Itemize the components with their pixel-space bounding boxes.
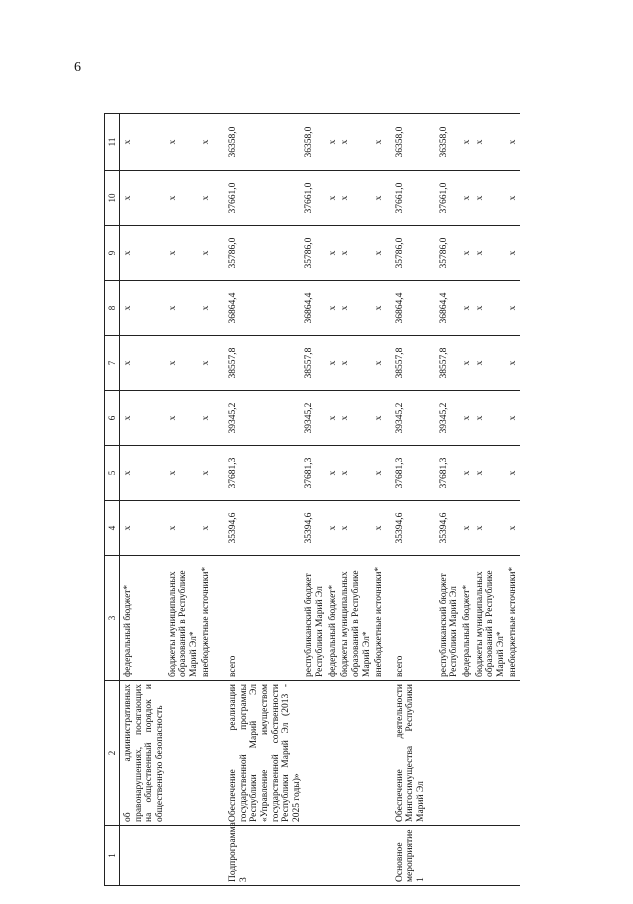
value-cell: x xyxy=(461,114,474,171)
value-cell: 37681,3 xyxy=(303,446,326,501)
program-name-cell xyxy=(303,681,326,826)
column-header-9: 9 xyxy=(105,226,120,281)
program-name-cell xyxy=(327,681,340,826)
value-cell: x xyxy=(200,114,227,171)
value-cell: x xyxy=(120,226,167,281)
program-name-cell xyxy=(461,681,474,826)
value-cell: 35786,0 xyxy=(394,226,438,281)
program-name-cell: Обеспечение реализации государственной программы Республики Марий Эл «Управление имуществом государственной собственности Республики Марий Эл (2013 - 2025 годы)» xyxy=(227,681,303,826)
value-cell: x xyxy=(474,114,508,171)
value-cell: x xyxy=(507,446,520,501)
value-cell: x xyxy=(507,281,520,336)
table-row xyxy=(461,114,474,886)
value-cell: x xyxy=(200,281,227,336)
value-cell: x xyxy=(167,391,201,446)
table-row xyxy=(438,114,461,886)
value-cell: x xyxy=(120,281,167,336)
value-cell: 38557,8 xyxy=(303,336,326,391)
value-cell: x xyxy=(120,446,167,501)
value-cell: x xyxy=(120,336,167,391)
value-cell: x xyxy=(461,281,474,336)
value-cell: 37661,0 xyxy=(227,171,303,226)
value-cell: x xyxy=(327,336,340,391)
value-cell: 39345,2 xyxy=(394,391,438,446)
value-cell: x xyxy=(373,226,394,281)
value-cell: x xyxy=(200,446,227,501)
budget-table xyxy=(104,113,520,886)
program-code-cell xyxy=(373,826,394,886)
value-cell: x xyxy=(507,226,520,281)
column-header-3: 3 xyxy=(105,556,120,681)
value-cell: x xyxy=(339,391,373,446)
value-cell: 36864,4 xyxy=(303,281,326,336)
value-cell: 37661,0 xyxy=(394,171,438,226)
table-row xyxy=(120,114,167,886)
value-cell: x xyxy=(474,171,508,226)
value-cell: x xyxy=(167,226,201,281)
funding-source-cell: бюджеты муниципальных образований в Республике Марий Эл* xyxy=(167,556,201,681)
funding-source-cell: внебюджетные источники* xyxy=(507,556,520,681)
value-cell: x xyxy=(120,391,167,446)
funding-source-cell: всего xyxy=(227,556,303,681)
program-name-cell xyxy=(507,681,520,826)
column-header-11: 11 xyxy=(105,114,120,171)
value-cell: x xyxy=(200,171,227,226)
funding-source-cell: внебюджетные источники* xyxy=(373,556,394,681)
funding-source-cell: федеральный бюджет* xyxy=(327,556,340,681)
value-cell: x xyxy=(200,336,227,391)
value-cell: x xyxy=(507,336,520,391)
value-cell: x xyxy=(327,281,340,336)
value-cell: 38557,8 xyxy=(394,336,438,391)
program-name-cell xyxy=(373,681,394,826)
program-name-cell xyxy=(167,681,201,826)
value-cell: x xyxy=(373,281,394,336)
table-row xyxy=(227,114,303,886)
program-code-cell xyxy=(303,826,326,886)
value-cell: 36864,4 xyxy=(227,281,303,336)
funding-source-cell: бюджеты муниципальных образований в Республике Марий Эл* xyxy=(339,556,373,681)
value-cell: x xyxy=(167,114,201,171)
program-code-cell xyxy=(120,826,167,886)
value-cell: x xyxy=(120,171,167,226)
program-code-cell xyxy=(167,826,201,886)
value-cell: x xyxy=(200,391,227,446)
value-cell: x xyxy=(461,336,474,391)
value-cell: x xyxy=(327,391,340,446)
value-cell: x xyxy=(167,171,201,226)
value-cell: 37681,3 xyxy=(227,446,303,501)
value-cell: 35786,0 xyxy=(438,226,461,281)
value-cell: x xyxy=(339,501,373,556)
value-cell: x xyxy=(461,446,474,501)
value-cell: x xyxy=(373,391,394,446)
value-cell: 37661,0 xyxy=(303,171,326,226)
value-cell: x xyxy=(167,501,201,556)
program-name-cell xyxy=(474,681,508,826)
value-cell: x xyxy=(327,501,340,556)
value-cell: 35394,6 xyxy=(303,501,326,556)
table-row xyxy=(339,114,373,886)
value-cell: x xyxy=(474,391,508,446)
funding-source-cell: федеральный бюджет* xyxy=(461,556,474,681)
value-cell: x xyxy=(461,226,474,281)
value-cell: x xyxy=(373,501,394,556)
value-cell: x xyxy=(507,391,520,446)
program-name-cell: Обеспечение деятельности Мингосимущества Республики Марий Эл xyxy=(394,681,438,826)
value-cell: x xyxy=(167,446,201,501)
value-cell: x xyxy=(339,226,373,281)
value-cell: 36358,0 xyxy=(227,114,303,171)
table-row xyxy=(394,114,438,886)
page-number: 6 xyxy=(74,60,81,75)
column-header-5: 5 xyxy=(105,446,120,501)
value-cell: x xyxy=(461,501,474,556)
funding-source-cell: всего xyxy=(394,556,438,681)
value-cell: x xyxy=(339,336,373,391)
value-cell: x xyxy=(507,171,520,226)
program-name-cell xyxy=(438,681,461,826)
program-code-cell xyxy=(507,826,520,886)
program-code-cell xyxy=(461,826,474,886)
column-header-8: 8 xyxy=(105,281,120,336)
value-cell: x xyxy=(474,446,508,501)
header-row xyxy=(105,114,120,886)
value-cell: x xyxy=(167,281,201,336)
column-header-4: 4 xyxy=(105,501,120,556)
program-code-cell xyxy=(339,826,373,886)
value-cell: 38557,8 xyxy=(438,336,461,391)
value-cell: 35394,6 xyxy=(394,501,438,556)
column-header-2: 2 xyxy=(105,681,120,826)
value-cell: 36864,4 xyxy=(438,281,461,336)
value-cell: x xyxy=(120,114,167,171)
column-header-1: 1 xyxy=(105,826,120,886)
value-cell: 39345,2 xyxy=(227,391,303,446)
value-cell: x xyxy=(339,446,373,501)
program-code-cell xyxy=(327,826,340,886)
funding-source-cell: республиканский бюджет Республики Марий Эл xyxy=(438,556,461,681)
value-cell: 39345,2 xyxy=(438,391,461,446)
value-cell: 37681,3 xyxy=(438,446,461,501)
value-cell: x xyxy=(461,391,474,446)
value-cell: x xyxy=(167,336,201,391)
value-cell: x xyxy=(474,281,508,336)
program-code-cell xyxy=(200,826,227,886)
value-cell: 35786,0 xyxy=(303,226,326,281)
value-cell: x xyxy=(339,281,373,336)
value-cell: x xyxy=(373,114,394,171)
rotated-table-container xyxy=(104,114,519,886)
value-cell: x xyxy=(327,226,340,281)
value-cell: x xyxy=(373,446,394,501)
program-name-cell xyxy=(339,681,373,826)
column-header-7: 7 xyxy=(105,336,120,391)
table-row xyxy=(373,114,394,886)
funding-source-cell: внебюджетные источники* xyxy=(200,556,227,681)
table-row xyxy=(200,114,227,886)
value-cell: 36358,0 xyxy=(394,114,438,171)
funding-source-cell: бюджеты муниципальных образований в Республике Марий Эл* xyxy=(474,556,508,681)
value-cell: 35394,6 xyxy=(227,501,303,556)
value-cell: x xyxy=(339,171,373,226)
value-cell: x xyxy=(507,114,520,171)
program-code-cell xyxy=(474,826,508,886)
table-row xyxy=(303,114,326,886)
program-name-cell: об административных правонарушениях, посягающих на общественный порядок и общественную безопасность xyxy=(120,681,167,826)
value-cell: 36358,0 xyxy=(438,114,461,171)
value-cell: x xyxy=(327,171,340,226)
value-cell: x xyxy=(327,446,340,501)
table-row xyxy=(327,114,340,886)
table-row xyxy=(474,114,508,886)
value-cell: x xyxy=(120,501,167,556)
value-cell: 35786,0 xyxy=(227,226,303,281)
value-cell: x xyxy=(339,114,373,171)
value-cell: x xyxy=(474,336,508,391)
value-cell: x xyxy=(461,171,474,226)
value-cell: 38557,8 xyxy=(227,336,303,391)
value-cell: x xyxy=(200,501,227,556)
funding-source-cell: федеральный бюджет* xyxy=(120,556,167,681)
program-code-cell xyxy=(438,826,461,886)
value-cell: 37661,0 xyxy=(438,171,461,226)
value-cell: 35394,6 xyxy=(438,501,461,556)
value-cell: 36358,0 xyxy=(303,114,326,171)
value-cell: x xyxy=(373,336,394,391)
value-cell: x xyxy=(327,114,340,171)
program-code-cell: Основное мероприятие 1 xyxy=(394,826,438,886)
value-cell: 39345,2 xyxy=(303,391,326,446)
program-code-cell: Подпрограмма 3 xyxy=(227,826,303,886)
table-row xyxy=(167,114,201,886)
value-cell: x xyxy=(507,501,520,556)
value-cell: x xyxy=(474,501,508,556)
column-header-6: 6 xyxy=(105,391,120,446)
value-cell: x xyxy=(373,171,394,226)
table-row xyxy=(507,114,520,886)
funding-source-cell: республиканский бюджет Республики Марий Эл xyxy=(303,556,326,681)
value-cell: 36864,4 xyxy=(394,281,438,336)
value-cell: x xyxy=(474,226,508,281)
program-name-cell xyxy=(200,681,227,826)
value-cell: x xyxy=(200,226,227,281)
value-cell: 37681,3 xyxy=(394,446,438,501)
column-header-10: 10 xyxy=(105,171,120,226)
